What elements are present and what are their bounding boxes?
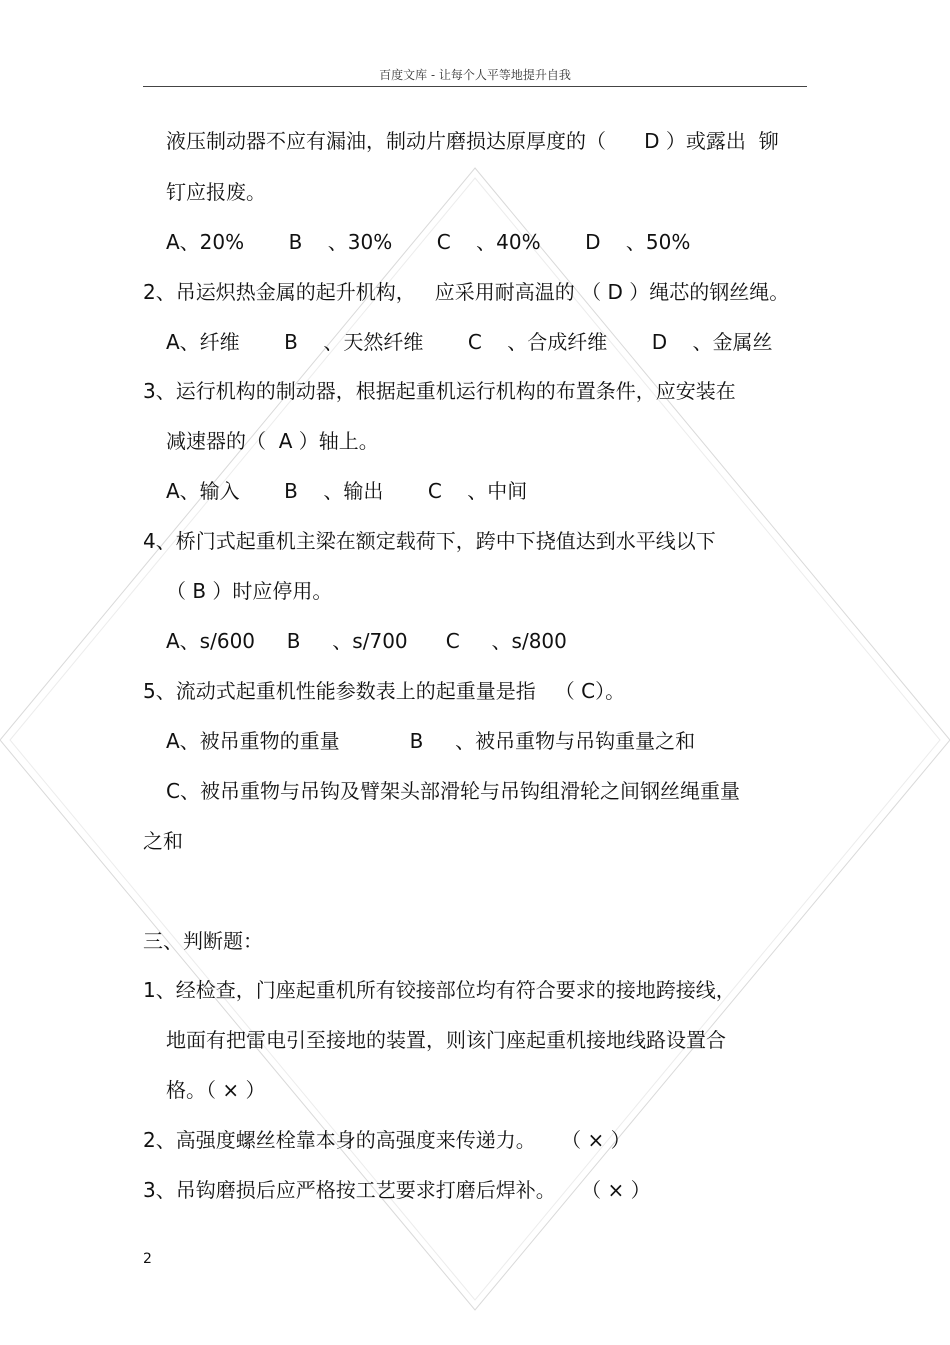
header-text: 百度文库 - 让每个人平等地提升自我 <box>379 68 571 82</box>
text-line: 液压制动器不应有漏油，制动片磨损达原厚度的（ D ）或露出 铆 <box>166 129 779 153</box>
text-line: 之和 <box>143 829 183 853</box>
text-line: 格。（ × ） <box>166 1078 266 1102</box>
text-line: 1、经检查，门座起重机所有铰接部位均有符合要求的接地跨接线， <box>143 978 736 1002</box>
text-line: A、输入 B 、输出 C 、中间 <box>166 479 528 503</box>
text-line: A、被吊重物的重量 B 、被吊重物与吊钩重量之和 <box>166 729 696 753</box>
text-line: 3、运行机构的制动器，根据起重机运行机构的布置条件，应安装在 <box>143 379 736 403</box>
text-line: 地面有把雷电引至接地的装置，则该门座起重机接地线路设置合 <box>166 1028 726 1052</box>
page-number: 2 <box>143 1251 152 1267</box>
section-heading: 三、判断题： <box>143 929 263 953</box>
text-line: A、纤维 B 、天然纤维 C 、合成纤维 D 、金属丝 <box>166 330 773 354</box>
text-line: 2、吊运炽热金属的起升机构， 应采用耐高温的 （ D ）绳芯的钢丝绳。 <box>143 280 790 304</box>
header-divider <box>143 86 807 87</box>
text-line: 钉应报废。 <box>166 180 266 204</box>
text-line: （ B ）时应停用。 <box>166 579 333 603</box>
text-line: A、s/600 B 、s/700 C 、s/800 <box>166 629 567 653</box>
text-line: 减速器的（ A ）轴上。 <box>166 429 379 453</box>
text-line: 2、高强度螺丝栓靠本身的高强度来传递力。 （ × ） <box>143 1128 631 1152</box>
text-line: C、被吊重物与吊钩及臂架头部滑轮与吊钩组滑轮之间钢丝绳重量 <box>166 779 740 803</box>
text-line: 3、吊钩磨损后应严格按工艺要求打磨后焊补。 （ × ） <box>143 1178 651 1202</box>
text-line: 5、流动式起重机性能参数表上的起重量是指 （ C）。 <box>143 679 626 703</box>
text-line: A、20% B 、30% C 、40% D 、50% <box>166 230 691 254</box>
text-line: 4、桥门式起重机主梁在额定载荷下，跨中下挠值达到水平线以下 <box>143 529 716 553</box>
